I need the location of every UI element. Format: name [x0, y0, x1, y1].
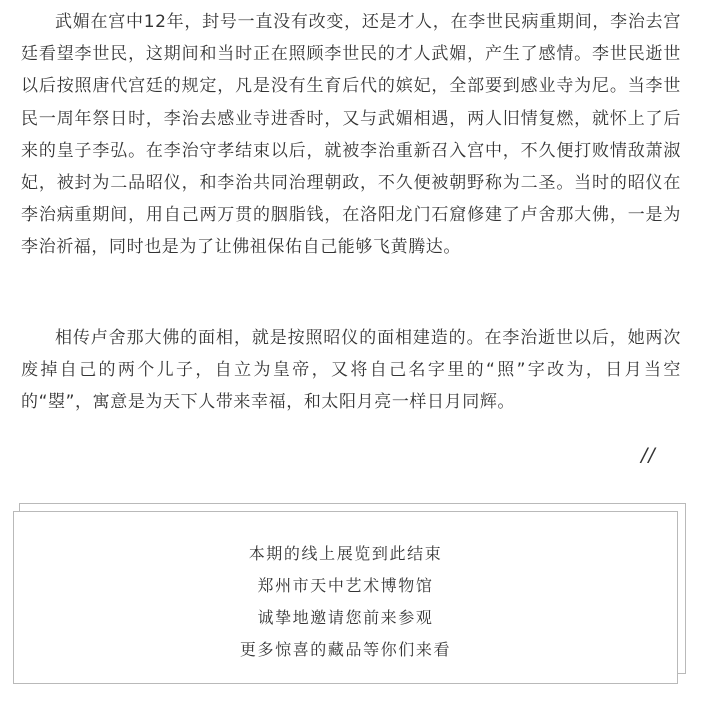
closing-card [13, 511, 678, 684]
closing-card-text [14, 538, 677, 666]
closing-line-more-collections: 更多惊喜的藏品等你们来看 [239, 640, 452, 659]
paragraph-wu-mei-story: 武媚在宫中12年，封号一直没有改变，还是才人，在李世民病重期间，李治去宫廷看望李世民，这期间和当时正在照顾李世民的才人武媚，产生了感情。李世民逝世以后按照唐代宫廷的规定，凡是没有生育后代的嫔妃，全部要到感业寺为尼。当李世民一周年祭日时，李治去感业寺进香时，又与武媚相遇，两人旧情复燃，就怀上了后来的皇子李弘。在李治守孝结束以后，就被李治重新召入宫中，不久便打败情敌萧淑妃，被封为二品昭仪，和李治共同治理朝政，不久便被朝野称为二圣。当时的昭仪在李治病重期间，用自己两万贯的胭脂钱，在洛阳龙门石窟修建了卢舍那大佛，一是为李治祈福，同时也是为了让佛祖保佑自己能够飞黄腾达。 [21, 12, 681, 258]
closing-line-museum-name: 郑州市天中艺术博物馆 [257, 576, 434, 595]
end-of-article-mark: // [641, 444, 656, 466]
closing-line-invitation: 诚挚地邀请您前来参观 [257, 608, 434, 627]
paragraph-buddha-face: 相传卢舍那大佛的面相，就是按照昭仪的面相建造的。在李治逝世以后，她两次废掉自己的两个儿子，自立为皇帝，又将自己名字里的“照”字改为，日月当空的“曌”，寓意是为天下人带来幸福，和太阳月亮一样日月同辉。 [21, 328, 681, 413]
closing-line-exhibition-end: 本期的线上展览到此结束 [248, 544, 443, 563]
